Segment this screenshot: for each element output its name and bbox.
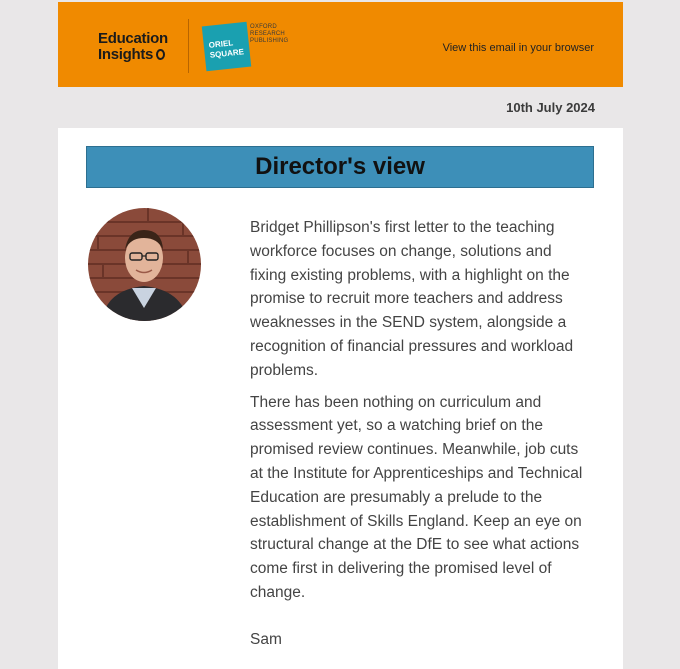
oriel-text: ORIEL — [208, 38, 234, 50]
issue-date: 10th July 2024 — [506, 100, 595, 115]
article-card — [58, 128, 623, 669]
lightbulb-icon — [156, 49, 165, 60]
portrait-photo-icon — [88, 208, 201, 321]
author-signoff: Sam — [250, 631, 282, 648]
view-in-browser-link[interactable]: View this email in your browser — [442, 42, 594, 54]
paragraph-2: There has been nothing on curriculum and assessment yet, so a watching brief on the promised review continues. Meanwhile, job cuts at the Institute for Apprenticeships and Technical Education are presumably a prelude to the establishment of Skills England. Keep an eye on structural change at the DfE to see what actions come first in delivering the promised level of change. — [250, 393, 583, 601]
author-avatar — [88, 208, 201, 321]
logo-divider — [188, 19, 189, 73]
partner-tagline: OXFORD RESEARCH PUBLISHING — [250, 24, 289, 44]
oriel-square-logo[interactable] — [202, 22, 251, 71]
email-header — [58, 2, 623, 87]
article-body — [250, 216, 590, 613]
section-title: Director's view — [86, 146, 594, 188]
education-insights-logo[interactable] — [98, 31, 168, 63]
square-text: SQUARE — [209, 47, 245, 60]
logo-line-2: Insights — [98, 47, 168, 63]
logo-line-1: Education — [98, 30, 168, 47]
paragraph-1: Bridget Phillipson's first letter to the teaching workforce focuses on change, solutions and fixing existing problems, with a highlight on the promise to recruit more teachers and address weaknesses in the SEND system, alongside a recognition of financial pressures and workload problems. — [250, 219, 574, 379]
